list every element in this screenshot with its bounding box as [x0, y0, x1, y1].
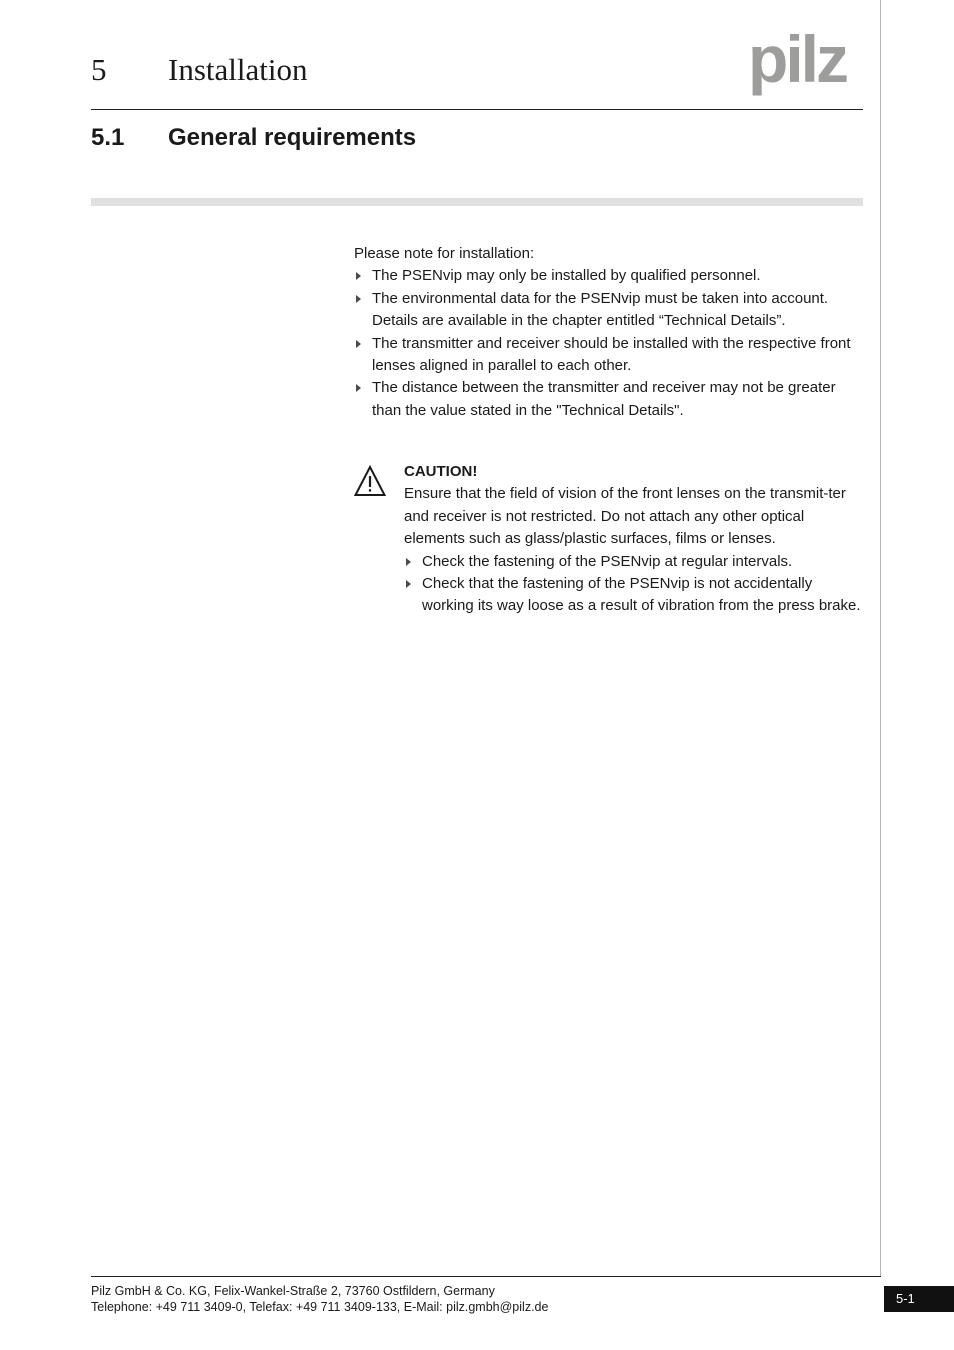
- list-item-text: The environmental data for the PSENvip must be taken into account. Details are available in the chapter entitled “Technical Details”.: [372, 289, 829, 330]
- right-margin-rule: [880, 0, 881, 1277]
- list-item-text: The distance between the transmitter and receiver may not be greater than the value stated in the "Technical Details".: [372, 379, 836, 419]
- footer-address: Pilz GmbH & Co. KG, Felix-Wankel-Straße 2, 73760 Ostfildern, Germany: [91, 1284, 495, 1298]
- list-item-text: Check that the fastening of the PSENvip is not accidentally working its way loose as a result of vibration from the press brake.: [422, 575, 861, 615]
- list-item-text: The PSENvip may only be installed by qualified personnel.: [372, 267, 761, 285]
- footer-contact: Telephone: +49 711 3409-0, Telefax: +49 711 3409-133, E-Mail: pilz.gmbh@pilz.de: [91, 1300, 549, 1314]
- list-item: [404, 573, 866, 618]
- list-item-text: Check the fastening of the PSENvip at regular intervals.: [422, 552, 793, 570]
- chapter-number: 5: [91, 52, 107, 87]
- logo-text: pilz: [748, 26, 846, 96]
- page-number: 5-1: [884, 1286, 954, 1312]
- section-divider-bar: [91, 198, 863, 206]
- list-item: [404, 551, 866, 573]
- bullet-arrow-icon: [356, 340, 361, 348]
- caution-list: [404, 551, 866, 618]
- intro-text: Please note for installation:: [354, 245, 535, 262]
- list-item: [354, 265, 866, 287]
- caution-body: [404, 461, 866, 618]
- section-title: General requirements: [168, 124, 417, 151]
- bullet-arrow-icon: [356, 295, 361, 303]
- warning-triangle-icon: [354, 465, 386, 497]
- header-divider: [91, 109, 863, 110]
- bullet-arrow-icon: [356, 272, 361, 280]
- caution-text: Ensure that the field of vision of the front lenses on the transmit-ter and receiver is not restricted. Do not attach any other optical elements such as glass/plastic surfaces, films or lenses.: [404, 485, 846, 548]
- list-item: [354, 377, 866, 422]
- list-item-text: The transmitter and receiver should be installed with the respective front lenses aligned in parallel to each other.: [372, 334, 851, 375]
- section-number: 5.1: [91, 124, 125, 151]
- bullet-arrow-icon: [406, 580, 411, 588]
- caution-block: [354, 461, 866, 618]
- footer-divider: [91, 1276, 881, 1277]
- footer: [91, 1283, 548, 1315]
- body-content: [354, 243, 866, 422]
- caution-title: CAUTION!: [404, 463, 478, 480]
- bullet-arrow-icon: [406, 558, 411, 566]
- pilz-logo: [748, 26, 866, 96]
- bullet-arrow-icon: [356, 384, 361, 392]
- list-item: [354, 288, 866, 333]
- chapter-title: Installation: [168, 52, 308, 87]
- list-item: [354, 333, 866, 378]
- requirements-list: [354, 265, 866, 422]
